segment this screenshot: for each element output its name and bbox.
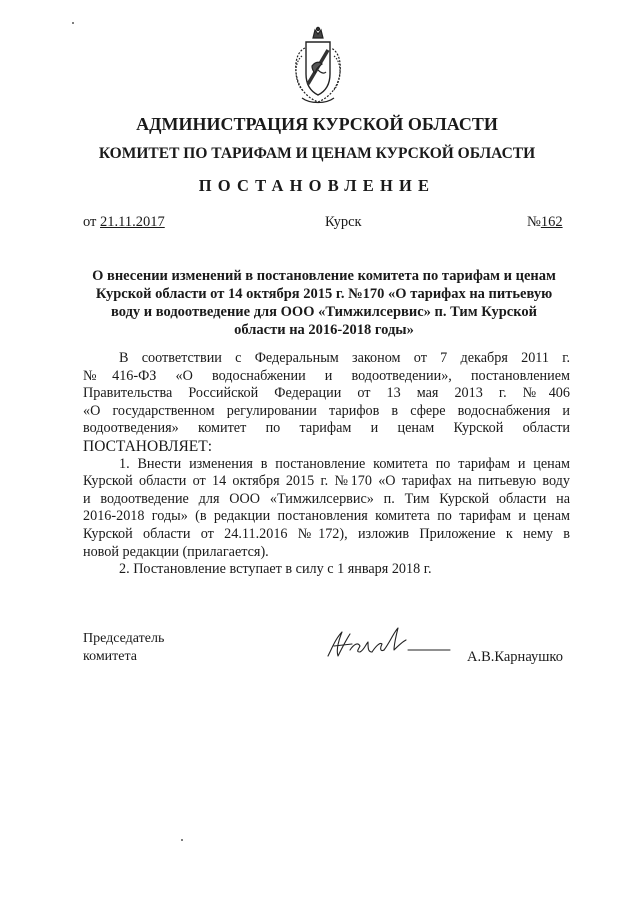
document-title xyxy=(76,267,572,339)
title-line: области на 2016-2018 годы» xyxy=(234,322,414,338)
document-date xyxy=(83,214,165,231)
document-body xyxy=(83,350,570,579)
title-line: Курской области от 14 октября 2015 г. №170 «О тарифах на питьевую xyxy=(95,286,553,302)
preamble-line: В соответствии с Федеральным законом от 7 декабря 2011 г. xyxy=(119,350,570,366)
document-city: Курск xyxy=(325,214,362,230)
date-value: 21.11.2017 xyxy=(100,214,165,230)
item1-line: 2016-2018 годы» (в редакции постановления комитета по тарифам и ценам xyxy=(83,508,570,525)
coat-of-arms-emblem xyxy=(288,26,348,108)
signatory-position xyxy=(83,630,164,666)
item1-line: 1. Внести изменения в постановление комитета по тарифам и ценам xyxy=(119,455,570,472)
committee-name: КОМИТЕТ ПО ТАРИФАМ И ЦЕНАМ КУРСКОЙ ОБЛАСТИ xyxy=(98,145,536,162)
resolves-word: ПОСТАНОВЛЯЕТ: xyxy=(83,437,213,455)
position-line: Председатель xyxy=(83,631,165,646)
item1-line: Курской области от 14 октября 2015 г. №170 «О тарифах на питьевую воду xyxy=(83,473,570,490)
date-prefix: от xyxy=(83,214,101,230)
preamble-line: водоотведения» комитет по тарифам и ценам Курской области xyxy=(83,420,570,437)
item1-line: и водоотведение для ООО «Тимжилсервис» п. Тим Курской области на xyxy=(83,490,570,507)
item1-line: Курской области от 24.11.2016 №172), изложив Приложение к нему в xyxy=(83,525,570,542)
item1-line: новой редакции (прилагается). xyxy=(83,543,269,560)
title-line: О внесении изменений в постановление комитета по тарифам и ценам xyxy=(92,268,556,284)
preamble-line: «О государственном регулировании тарифов в сфере водоснабжения и xyxy=(83,402,570,419)
preamble-line: №416-ФЗ «О водоснабжении и водоотведении», постановлением xyxy=(83,367,570,384)
number-prefix: № xyxy=(527,214,541,230)
item2-line: 2. Постановление вступает в силу с 1 января 2018 г. xyxy=(119,561,432,578)
title-line: воду и водоотведение для ООО «Тимжилсервис» п. Тим Курской xyxy=(111,304,537,320)
signatory-name: А.В.Карнаушко xyxy=(467,649,563,665)
scan-speck xyxy=(72,22,74,24)
number-value: 162 xyxy=(540,214,563,230)
organization-name: АДМИНИСТРАЦИЯ КУРСКОЙ ОБЛАСТИ xyxy=(136,114,498,134)
preamble-line: Правительства Российской Федерации от 13 мая 2013 г. №406 xyxy=(83,385,570,402)
handwritten-signature xyxy=(322,620,454,664)
document-number xyxy=(527,214,563,231)
document-type: ПОСТАНОВЛЕНИЕ xyxy=(198,176,436,195)
scan-speck xyxy=(181,839,183,841)
position-line: комитета xyxy=(83,649,138,664)
